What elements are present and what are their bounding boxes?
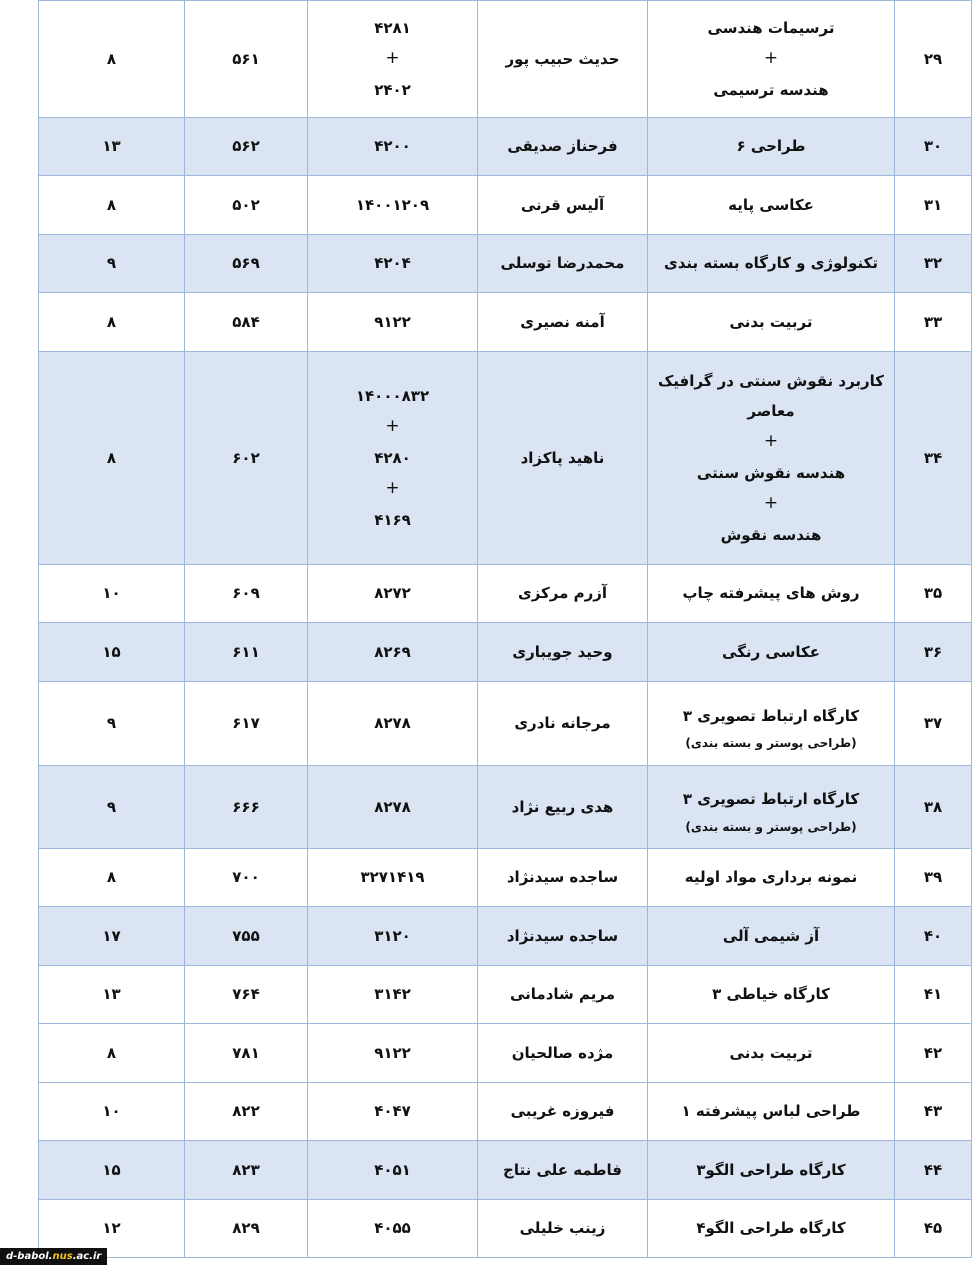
cell-line: ۱۴۰۰۱۲۰۹ [355,195,430,214]
teacher-name: حدیث حبیب پور [478,1,648,118]
row-number: ۴۵ [895,1200,972,1258]
cell-line: ۳۱۴۲ [374,985,411,1004]
course-code [308,1141,478,1200]
row-number: ۳۷ [895,682,972,766]
teacher-name: ساجده سیدنژاد [478,907,648,966]
cell-line: ۸۲۷۸ [374,714,411,733]
teacher-name: محمدرضا توسلی [478,235,648,293]
cell-line: کارگاه ارتباط تصویری ۳ [682,706,860,725]
cell-line: هندسه نقوش [720,525,822,544]
watermark-prefix: d-babol. [6,1251,53,1262]
student-count: ۸ [39,1,185,118]
cell-line: ۸۲۶۹ [374,642,411,661]
watermark-accent: nus [52,1251,73,1262]
row-number: ۴۰ [895,907,972,966]
table-row [39,1024,972,1083]
cell-line: ترسیمات هندسی [707,18,835,37]
course-code [308,1200,478,1258]
course-name [648,623,895,682]
table-row [39,565,972,623]
course-code [308,565,478,623]
course-name [648,966,895,1024]
table-row [39,623,972,682]
course-name [648,849,895,907]
course-name [648,682,895,766]
room-number: ۶۰۹ [185,565,308,623]
cell-line: ۴۰۵۱ [374,1160,411,1179]
course-name [648,766,895,849]
row-number: ۴۳ [895,1083,972,1141]
cell-line: کارگاه طراحی الگو۳ [696,1160,846,1179]
teacher-name: هدی ربیع نژاد [478,766,648,849]
table-row [39,1200,972,1258]
course-code [308,966,478,1024]
cell-line: ۴۰۵۵ [374,1219,411,1238]
student-count: ۸ [39,293,185,352]
cell-line: ۴۲۸۱ [374,18,411,37]
student-count: ۹ [39,682,185,766]
course-code [308,623,478,682]
plus-sign: + [763,48,779,69]
course-name [648,352,895,565]
student-count: ۸ [39,176,185,235]
course-code [308,176,478,235]
cell-line: روش های پیشرفته چاپ [682,584,860,603]
row-number: ۳۶ [895,623,972,682]
table-row [39,849,972,907]
course-code [308,766,478,849]
room-number: ۶۶۶ [185,766,308,849]
cell-line: ۴۰۴۷ [374,1102,411,1121]
plus-sign: + [385,416,400,437]
course-name [648,1200,895,1258]
student-count: ۹ [39,766,185,849]
student-count: ۸ [39,352,185,565]
table-row [39,176,972,235]
course-code [308,293,478,352]
course-code [308,235,478,293]
cell-line: هندسه نقوش سنتی [696,463,846,482]
teacher-name: مژده صالحیان [478,1024,648,1083]
cell-line: تربیت بدنی [729,312,813,331]
cell-line: ۴۲۰۴ [374,254,411,273]
row-number: ۳۵ [895,565,972,623]
student-count: ۱۳ [39,118,185,176]
cell-line: عکاسی رنگی [722,642,820,661]
cell-line: عکاسی پایه [728,195,814,214]
row-number: ۳۱ [895,176,972,235]
room-number: ۵۶۲ [185,118,308,176]
course-code [308,118,478,176]
table-row [39,966,972,1024]
row-number: ۴۲ [895,1024,972,1083]
room-number: ۶۱۷ [185,682,308,766]
table-row [39,352,972,565]
table-row [39,766,972,849]
room-number: ۷۵۵ [185,907,308,966]
teacher-name: زینب خلیلی [478,1200,648,1258]
teacher-name: آلیس قرنی [478,176,648,235]
course-subtitle: (طراحی پوستر و بسته بندی) [685,819,857,834]
cell-line: طراحی ۶ [736,137,806,156]
course-code [308,1024,478,1083]
student-count: ۱۵ [39,1141,185,1200]
cell-line: طراحی لباس پیشرفته ۱ [681,1102,861,1121]
course-code [308,849,478,907]
room-number: ۸۲۳ [185,1141,308,1200]
cell-line: آز شیمی آلی [722,926,820,945]
teacher-name: آمنه نصیری [478,293,648,352]
table-row [39,235,972,293]
room-number: ۵۰۲ [185,176,308,235]
course-name [648,1024,895,1083]
table-row [39,1083,972,1141]
teacher-name: فرحناز صدیقی [478,118,648,176]
cell-line: ۴۲۰۰ [374,137,411,156]
student-count: ۱۵ [39,623,185,682]
cell-line: ۳۱۲۰ [374,926,411,945]
course-name [648,293,895,352]
cell-line: ۳۲۷۱۴۱۹ [360,868,425,887]
table-row [39,118,972,176]
table-row [39,907,972,966]
course-name [648,907,895,966]
schedule-body [39,1,972,1258]
row-number: ۳۹ [895,849,972,907]
room-number: ۶۰۲ [185,352,308,565]
row-number: ۴۱ [895,966,972,1024]
teacher-name: فاطمه علی نتاج [478,1141,648,1200]
room-number: ۷۶۴ [185,966,308,1024]
teacher-name: ساجده سیدنژاد [478,849,648,907]
cell-line: معاصر [747,401,795,420]
cell-line: ۹۱۲۲ [374,312,411,331]
room-number: ۵۶۹ [185,235,308,293]
table-row [39,1141,972,1200]
course-name [648,118,895,176]
table-row [39,682,972,766]
course-name [648,176,895,235]
row-number: ۳۴ [895,352,972,565]
cell-line: ۴۱۶۹ [374,510,411,529]
teacher-name: فیروزه غریبی [478,1083,648,1141]
table-row [39,1,972,118]
cell-line: ۸۲۷۲ [374,584,411,603]
watermark [0,1248,107,1265]
table-row [39,293,972,352]
student-count: ۸ [39,1024,185,1083]
course-name [648,1141,895,1200]
room-number: ۸۲۲ [185,1083,308,1141]
cell-line: ۹۱۲۲ [374,1043,411,1062]
cell-line: کارگاه طراحی الگو۴ [696,1219,846,1238]
course-code [308,682,478,766]
room-number: ۷۸۱ [185,1024,308,1083]
room-number: ۶۱۱ [185,623,308,682]
student-count: ۱۷ [39,907,185,966]
student-count: ۸ [39,849,185,907]
course-subtitle: (طراحی پوستر و بسته بندی) [685,736,857,751]
plus-sign: + [763,431,779,452]
course-code [308,352,478,565]
room-number: ۸۲۹ [185,1200,308,1258]
cell-line: تربیت بدنی [729,1043,813,1062]
student-count: ۱۲ [39,1200,185,1258]
course-name [648,1083,895,1141]
row-number: ۲۹ [895,1,972,118]
teacher-name: آزرم مرکزی [478,565,648,623]
row-number: ۳۰ [895,118,972,176]
room-number: ۷۰۰ [185,849,308,907]
student-count: ۹ [39,235,185,293]
cell-line: ۸۲۷۸ [374,797,411,816]
teacher-name: مرجانه نادری [478,682,648,766]
cell-line: ۲۴۰۲ [374,80,411,99]
cell-line: ۱۴۰۰۰۸۳۲ [355,386,430,405]
room-number: ۵۶۱ [185,1,308,118]
row-number: ۳۲ [895,235,972,293]
teacher-name: ناهید پاکزاد [478,352,648,565]
course-name [648,565,895,623]
row-number: ۴۴ [895,1141,972,1200]
plus-sign: + [385,478,400,499]
cell-line: کارگاه ارتباط تصویری ۳ [682,790,860,809]
teacher-name: مریم شادمانی [478,966,648,1024]
cell-line: کاربرد نقوش سنتی در گرافیک [657,371,885,390]
course-code [308,907,478,966]
student-count: ۱۰ [39,1083,185,1141]
student-count: ۱۳ [39,966,185,1024]
cell-line: نمونه برداری مواد اولیه [684,868,858,887]
schedule-table [38,0,972,1258]
cell-line: هندسه ترسیمی [713,80,829,99]
row-number: ۳۸ [895,766,972,849]
room-number: ۵۸۴ [185,293,308,352]
teacher-name: وحید جویباری [478,623,648,682]
course-name [648,1,895,118]
cell-line: ۴۲۸۰ [374,448,411,467]
cell-line: کارگاه خیاطی ۳ [712,985,830,1004]
course-code [308,1,478,118]
plus-sign: + [385,48,400,69]
course-code [308,1083,478,1141]
student-count: ۱۰ [39,565,185,623]
watermark-suffix: .ac.ir [72,1251,102,1262]
cell-line: تکنولوژی و کارگاه بسته بندی [664,254,878,273]
row-number: ۳۳ [895,293,972,352]
plus-sign: + [763,493,779,514]
course-name [648,235,895,293]
